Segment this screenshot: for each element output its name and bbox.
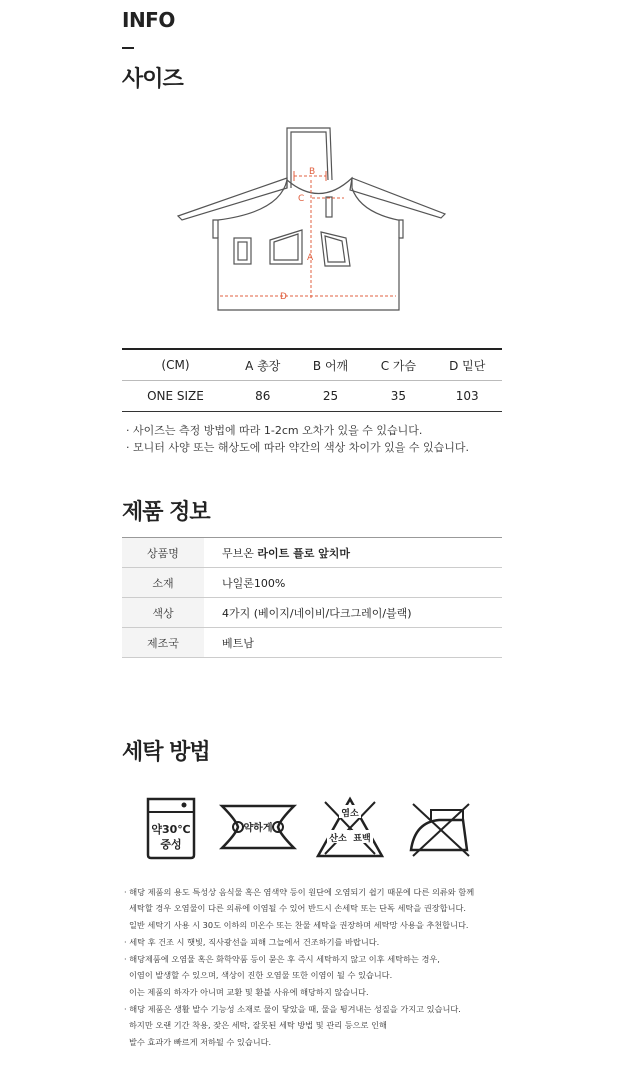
product-heading: 제품 정보 bbox=[122, 500, 210, 525]
table-row bbox=[122, 538, 502, 568]
table-row bbox=[122, 568, 502, 598]
label-c: C bbox=[298, 194, 305, 204]
size-table bbox=[122, 348, 502, 412]
info-title: INFO bbox=[122, 8, 175, 32]
header-cell: A 총장 bbox=[229, 349, 297, 381]
product-table bbox=[122, 537, 502, 658]
header-cell: D 밑단 bbox=[432, 349, 502, 381]
size-cell: ONE SIZE bbox=[147, 389, 204, 403]
note-line: 발수 효과가 빠르게 저하될 수 있습니다. bbox=[129, 1036, 272, 1047]
washing-note bbox=[124, 1001, 604, 1050]
note-line: · 해당제품에 오염물 혹은 화학약품 등이 묻은 후 즉시 세탁하지 않고 이후 세탁하는 경우, bbox=[124, 954, 440, 965]
label-a: A bbox=[307, 253, 314, 263]
no-bleach-icon bbox=[315, 796, 385, 860]
size-heading: 사이즈 bbox=[122, 67, 183, 92]
washing-heading: 세탁 방법 bbox=[122, 740, 210, 765]
wash-temp-label: 약30℃ bbox=[151, 823, 191, 836]
label-d: D bbox=[280, 292, 287, 302]
note-line: 이염이 발생할 수 있으며, 색상이 진한 오염물 또한 이염이 될 수 있습니다. bbox=[129, 970, 393, 981]
size-note: · 사이즈는 측정 방법에 따라 1-2cm 오차가 있을 수 있습니다. bbox=[126, 424, 423, 437]
product-key: 색상 bbox=[122, 598, 204, 628]
bleach-right-label: 표백 bbox=[353, 834, 371, 844]
no-iron-icon bbox=[405, 798, 475, 860]
size-note: · 모니터 사양 또는 해상도에 따라 약간의 색상 차이가 있을 수 있습니다. bbox=[126, 441, 469, 454]
product-key: 제조국 bbox=[122, 628, 204, 658]
size-cell: 103 bbox=[455, 389, 479, 403]
size-cell: 25 bbox=[322, 389, 339, 403]
header-cell: C 가슴 bbox=[364, 349, 432, 381]
table-row bbox=[122, 381, 502, 412]
washing-note bbox=[124, 884, 604, 933]
washing-notes bbox=[124, 884, 604, 1051]
wash-tub-icon bbox=[142, 795, 202, 861]
wring-icon bbox=[218, 802, 298, 852]
product-value: 4가지 (베이지/네이비/다크그레이/블랙) bbox=[204, 598, 502, 628]
size-notes bbox=[126, 422, 469, 456]
size-cell: 86 bbox=[255, 389, 271, 403]
product-key: 상품명 bbox=[122, 538, 204, 568]
wring-label: 약하게 bbox=[243, 823, 273, 834]
size-cell: 35 bbox=[390, 389, 407, 403]
washing-note bbox=[124, 951, 604, 1000]
note-line: · 해당 제품의 용도 특성상 음식물 혹은 염색약 등이 원단에 오염되기 쉽기 때문에 다른 의류와 함께 bbox=[124, 887, 475, 897]
note-line: · 세탁 후 건조 시 햇빛, 직사광선을 피해 그늘에서 건조하기를 바랍니다. bbox=[124, 936, 380, 947]
apron-size-diagram bbox=[170, 120, 460, 320]
header-cell: B 어깨 bbox=[297, 349, 365, 381]
title-divider bbox=[122, 47, 134, 49]
header-cell: (CM) bbox=[122, 349, 229, 381]
bleach-top-label: 염소 bbox=[341, 809, 359, 819]
note-line: 하지만 오랜 기간 착용, 잦은 세탁, 잘못된 세탁 방법 및 관리 등으로 인해 bbox=[129, 1020, 387, 1031]
note-line: 세탁할 경우 오염물이 다른 의류에 이염될 수 있어 반드시 손세탁 또는 단독 세탁을 권장합니다. bbox=[129, 903, 466, 914]
size-table-header bbox=[122, 349, 502, 381]
table-row bbox=[122, 628, 502, 658]
product-name: 라이트 플로 앞치마 bbox=[257, 546, 351, 560]
wash-mode-label: 중성 bbox=[160, 838, 182, 851]
product-value: 베트남 bbox=[204, 628, 502, 658]
product-key: 소재 bbox=[122, 568, 204, 598]
bleach-left-label: 산소 bbox=[329, 834, 347, 844]
note-line: 이는 제품의 하자가 아니며 교환 및 환불 사유에 해당하지 않습니다. bbox=[129, 986, 369, 997]
washing-note bbox=[124, 934, 604, 950]
table-row bbox=[122, 598, 502, 628]
label-b: B bbox=[309, 167, 316, 177]
product-value: 나일론100% bbox=[204, 568, 502, 598]
note-line: 일반 세탁기 사용 시 30도 이하의 미온수 또는 찬물 세탁을 권장하며 세탁망 사용을 추천합니다. bbox=[129, 919, 469, 930]
product-value bbox=[204, 538, 502, 568]
note-line: · 해당 제품은 생활 발수 기능성 소재로 물이 닿았을 때, 물을 튕겨내는 성질을 가지고 있습니다. bbox=[124, 1004, 461, 1015]
product-brand: 무브온 bbox=[222, 546, 258, 560]
